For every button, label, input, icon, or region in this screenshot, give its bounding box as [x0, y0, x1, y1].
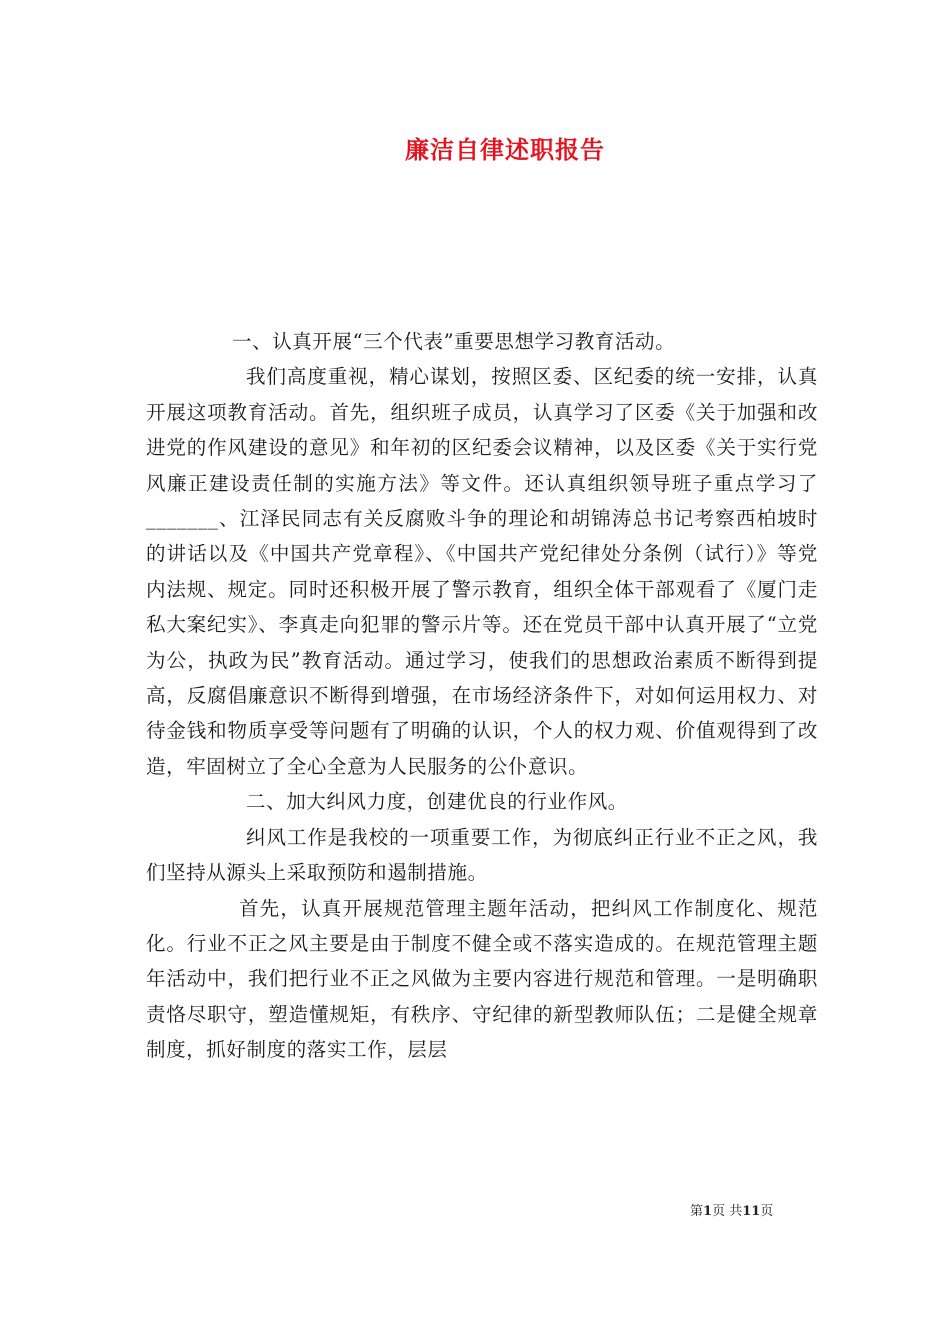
page-footer — [690, 1203, 820, 1221]
footer-prefix: 第 — [690, 1204, 704, 1219]
footer-page-number: 1 — [703, 1204, 713, 1219]
body-paragraph-2: 纠风工作是我校的一项重要工作，为彻底纠正行业不正之风，我们坚持从源头上采取预防和遏制措施。 — [146, 825, 818, 885]
body-paragraph-1: 我们高度重视，精心谋划，按照区委、区纪委的统一安排，认真开展这项教育活动。首先，组织班子成员，认真学习了区委《关于加强和改进党的作风建设的意见》和年初的区纪委会议精神，以及区委《关于实行党风廉正建设责任制的实施方法》等文件。还认真组织领导班子重点学习了_______、江泽民同志有关反腐败斗争的理论和胡锦涛总书记考察西柏坡时的讲话以及《中国共产党章程》、《中国共产党纪律处分条例（试行）》等党内法规、规定。同时还积极开展了警示教育，组织全体干部观看了《厦门走私大案纪实》、李真走向犯罪的警示片等。还在党员干部中认真开展了“立党为公，执政为民”教育活动。通过学习，使我们的思想政治素质不断得到提高，反腐倡廉意识不断得到增强，在市场经济条件下，对如何运用权力、对待金钱和物质享受等问题有了明确的认识，个人的权力观、价值观得到了改造，牢固树立了全心全意为人民服务的公仆意识。 — [146, 365, 818, 778]
document-body — [146, 324, 818, 1068]
footer-total-pages: 11 — [742, 1204, 761, 1219]
section-heading-2: 二、加大纠风力度，创建优良的行业作风。 — [246, 790, 628, 814]
section-heading-1: 一、认真开展“三个代表”重要思想学习教育活动。 — [232, 330, 676, 353]
footer-suffix: 页 — [760, 1204, 774, 1219]
document-title: 廉洁自律述职报告 — [405, 135, 605, 164]
footer-middle: 页 共 — [712, 1204, 743, 1219]
body-paragraph-3: 首先，认真开展规范管理主题年活动，把纠风工作制度化、规范化。行业不正之风主要是由于制度不健全或不落实造成的。在规范管理主题年活动中，我们把行业不正之风做为主要内容进行规范和管理。一是明确职责恪尽职守，塑造懂规矩，有秩序、守纪律的新型教师队伍；二是健全规章制度，抓好制度的落实工作，层层 — [146, 896, 818, 1062]
